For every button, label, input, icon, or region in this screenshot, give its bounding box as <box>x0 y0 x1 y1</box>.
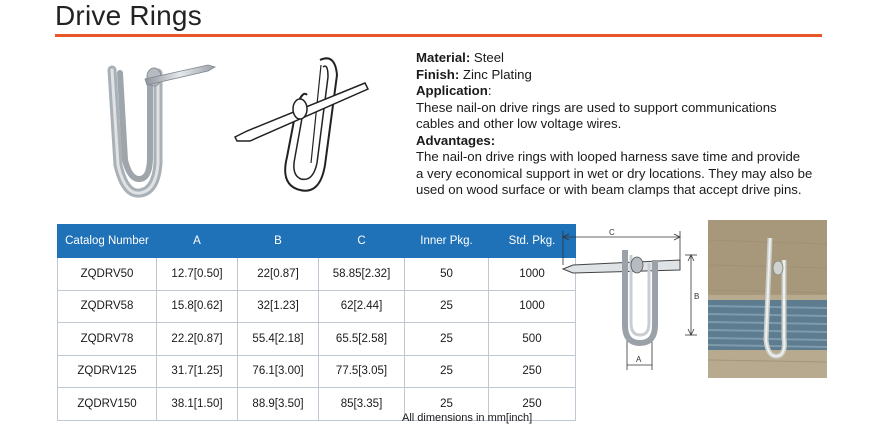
application-label: Application <box>416 83 488 98</box>
material-value: Steel <box>470 50 504 65</box>
cell-inner-pkg: 25 <box>405 388 489 421</box>
material-label: Material: <box>416 50 471 65</box>
advantages-label: Advantages: <box>416 132 496 148</box>
header-inner-pkg: Inner Pkg. <box>405 225 489 258</box>
table-row <box>58 290 576 323</box>
cell-catalog-number: ZQDRV150 <box>58 388 157 421</box>
cell-catalog-number: ZQDRV125 <box>58 355 157 388</box>
dimension-label-c: C <box>609 228 615 237</box>
advantages-text-1: The nail-on drive rings with looped harness save time and provide <box>416 149 801 164</box>
drive-ring-photo <box>90 45 225 200</box>
cell-a: 31.7[1.25] <box>157 355 238 388</box>
cell-std-pkg: 1000 <box>489 290 576 323</box>
table-header-row <box>58 225 576 258</box>
cell-std-pkg: 500 <box>489 323 576 356</box>
cell-a: 38.1[1.50] <box>157 388 238 421</box>
cell-b: 76.1[3.00] <box>238 355 319 388</box>
finish-value: Zinc Plating <box>459 66 532 82</box>
cell-c: 62[2.44] <box>319 290 405 323</box>
header-a: A <box>157 225 238 258</box>
cell-a: 15.8[0.62] <box>157 290 238 323</box>
header-std-pkg: Std. Pkg. <box>489 225 576 258</box>
table-row <box>58 258 576 291</box>
cell-c: 85[3.35] <box>319 388 405 421</box>
table-row <box>58 355 576 388</box>
cell-inner-pkg: 25 <box>405 323 489 356</box>
title-divider <box>55 34 822 37</box>
cell-b: 88.9[3.50] <box>238 388 319 421</box>
finish-label: Finish: <box>416 66 460 82</box>
header-c: C <box>319 225 405 258</box>
header-b: B <box>238 225 319 258</box>
application-colon: : <box>487 83 492 98</box>
installed-drive-ring-photo <box>708 220 827 378</box>
drive-ring-drawing <box>225 45 385 205</box>
advantages-text-3: used on wood surface or with beam clamps that accept drive pins. <box>416 182 802 197</box>
application-text-1: These nail-on drive rings are used to support communications <box>416 99 777 115</box>
cell-a: 12.7[0.50] <box>157 258 238 291</box>
cell-c: 58.85[2.32] <box>319 258 405 291</box>
cell-b: 32[1.23] <box>238 290 319 323</box>
cell-catalog-number: ZQDRV78 <box>58 323 157 356</box>
cell-std-pkg: 250 <box>489 355 576 388</box>
cell-std-pkg: 250 <box>489 388 576 421</box>
dimension-drawing <box>545 225 705 375</box>
cell-b: 55.4[2.18] <box>238 323 319 356</box>
dimension-label-b: B <box>694 292 700 301</box>
dimension-label-a: A <box>636 355 642 364</box>
cell-std-pkg: 1000 <box>489 258 576 291</box>
cell-inner-pkg: 50 <box>405 258 489 291</box>
cell-a: 22.2[0.87] <box>157 323 238 356</box>
cell-inner-pkg: 25 <box>405 290 489 323</box>
page-title: Drive Rings <box>55 0 202 31</box>
catalog-table <box>57 224 576 421</box>
cell-b: 22[0.87] <box>238 258 319 291</box>
cell-inner-pkg: 25 <box>405 355 489 388</box>
dimensions-note: All dimensions in mm[inch] <box>402 412 533 424</box>
advantages-text-2: a very economical support in wet or dry locations. They may also be <box>416 165 813 181</box>
cell-catalog-number: ZQDRV50 <box>58 258 157 291</box>
header-catalog-number: Catalog Number <box>58 225 157 258</box>
application-text-2: cables and other low voltage wires. <box>416 116 622 131</box>
cell-catalog-number: ZQDRV58 <box>58 290 157 323</box>
table-row <box>58 323 576 356</box>
product-specs <box>416 50 836 199</box>
cell-c: 77.5[3.05] <box>319 355 405 388</box>
cell-c: 65.5[2.58] <box>319 323 405 356</box>
